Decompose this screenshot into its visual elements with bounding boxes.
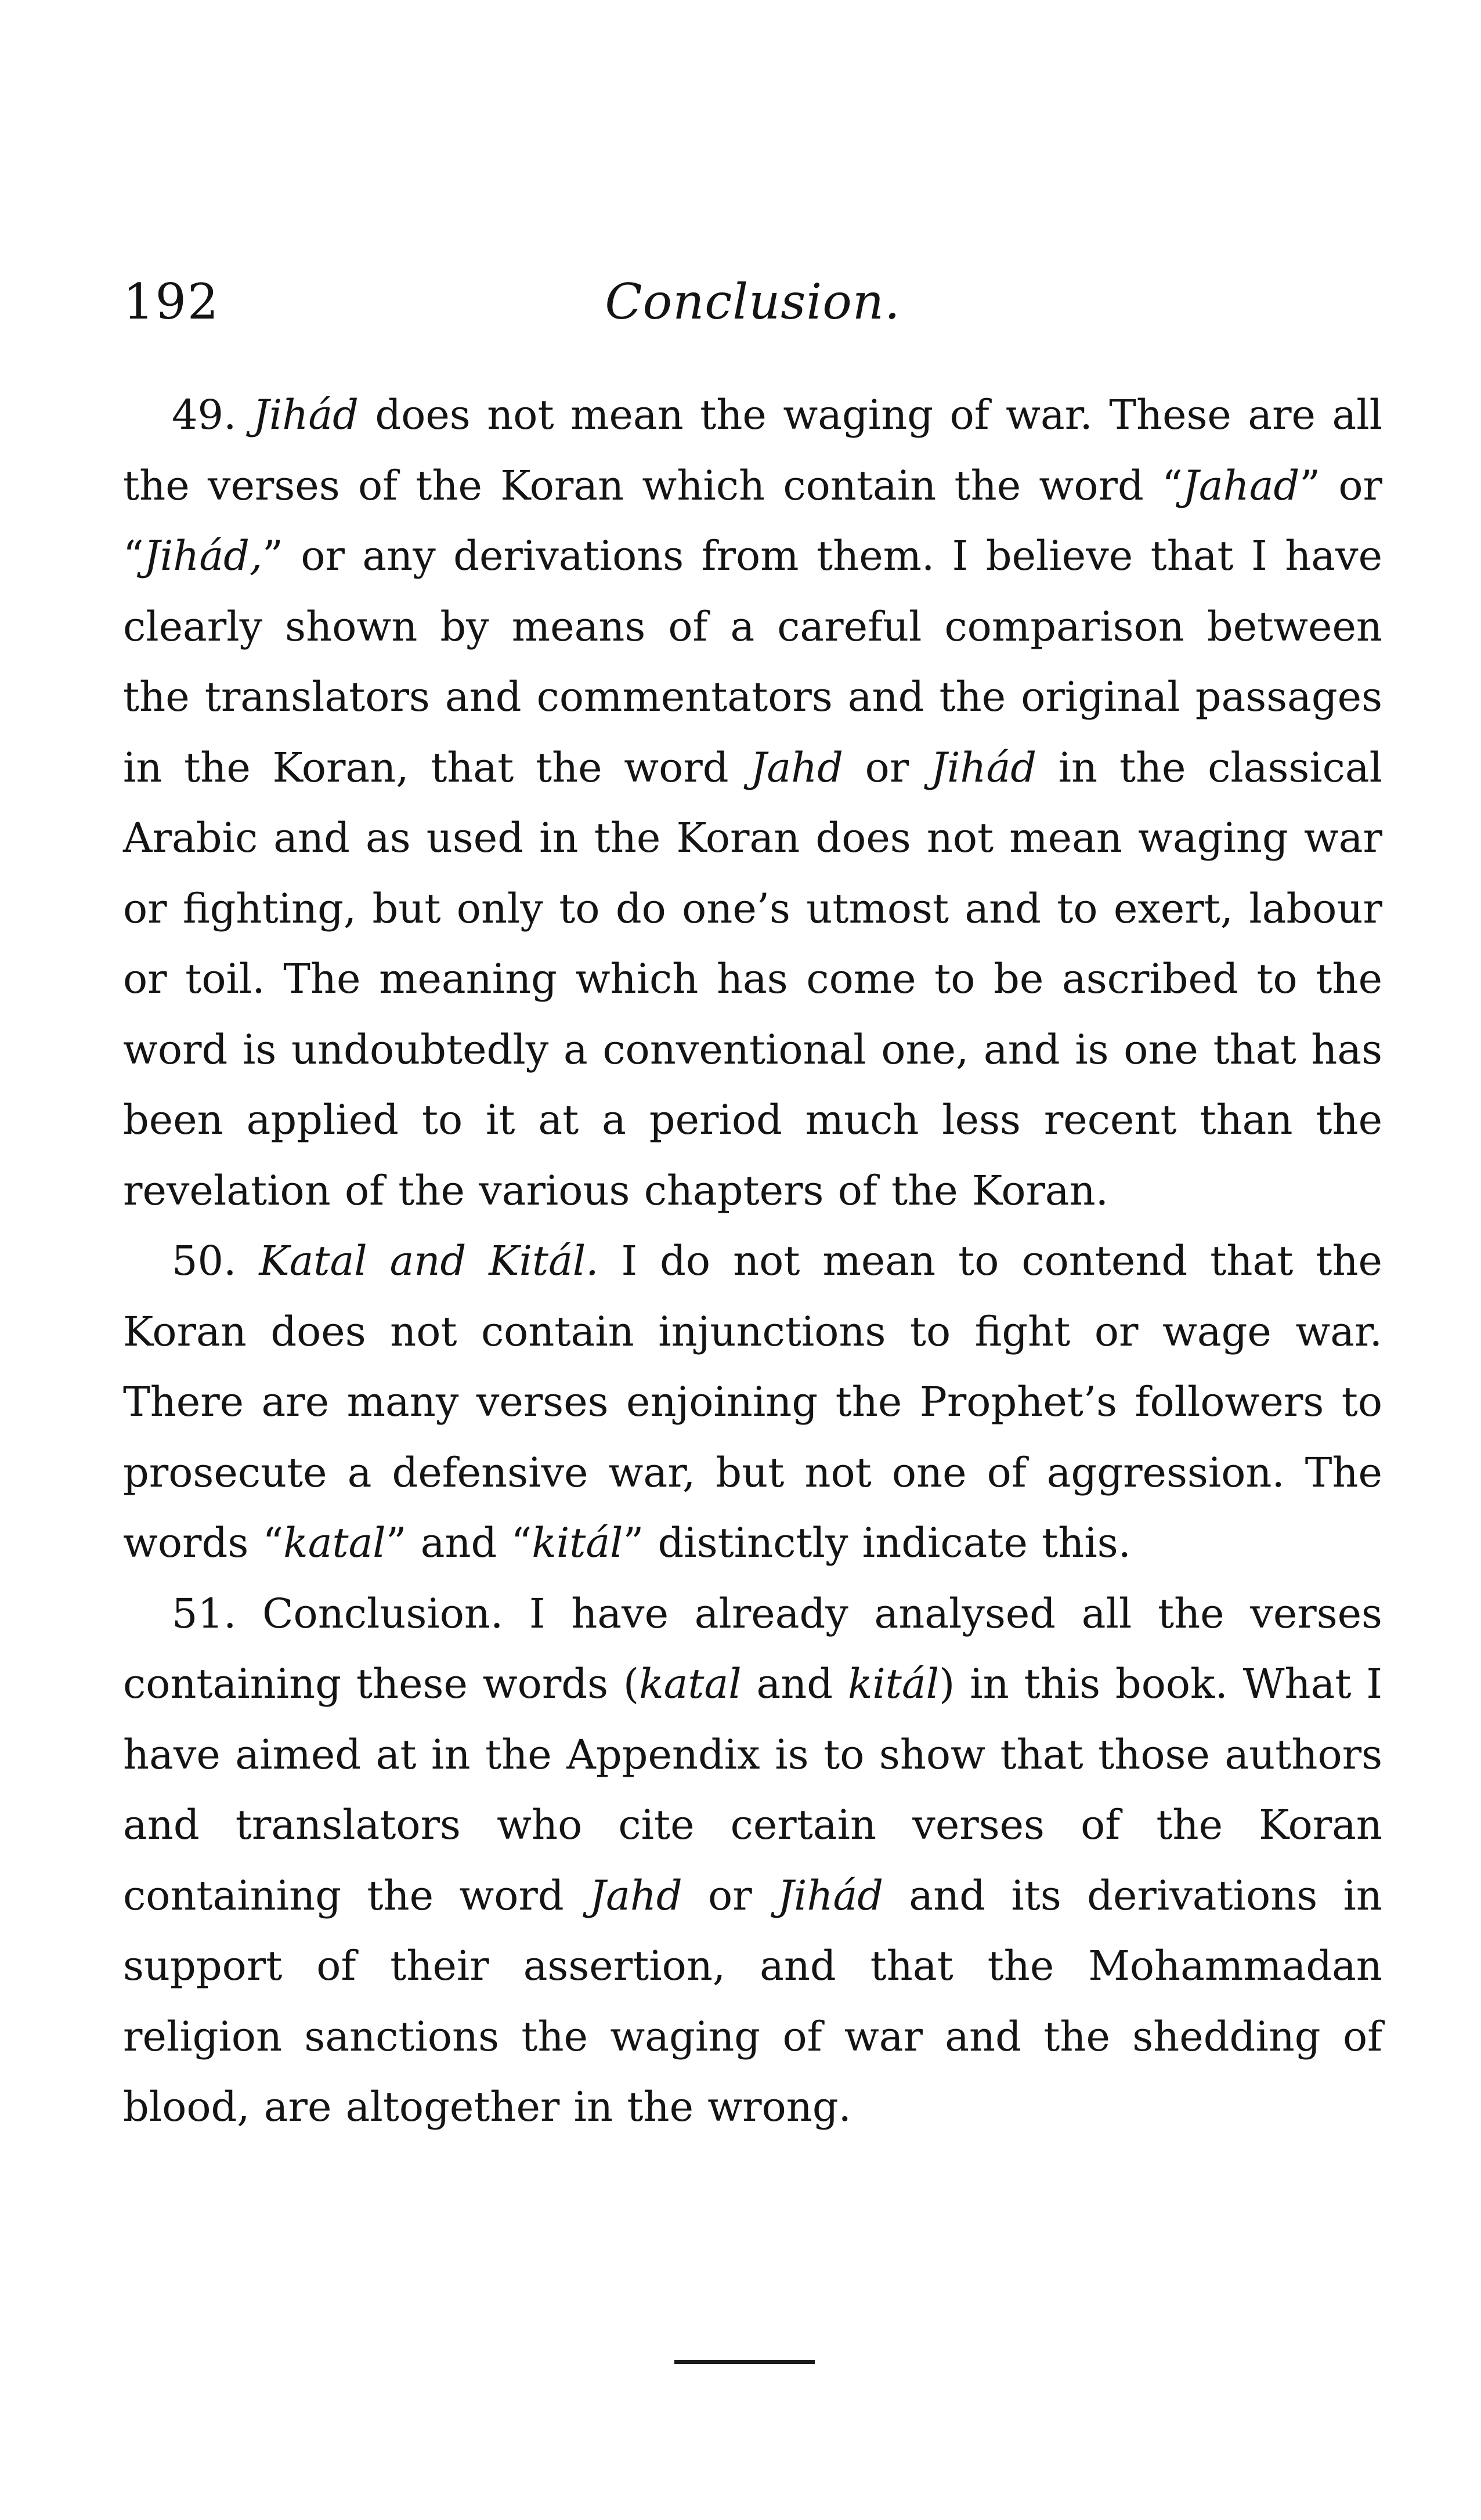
running-title: Conclusion. [605, 273, 901, 330]
italic-term: katal [283, 1519, 386, 1567]
section-number: 51. [172, 1589, 237, 1637]
page-number: 192 [123, 273, 220, 330]
italic-term: Jahd [750, 743, 843, 791]
text-run: ” or any derivations from them. I believe that I have clearly shown by means of a careful comparison between the translators and commentators and the original passages in the Koran, that the word [123, 532, 1382, 791]
section-heading: Katal and Kitál. [259, 1237, 599, 1285]
text-run: and [741, 1660, 848, 1708]
italic-term: kitál [532, 1519, 623, 1567]
italic-term: Jahd [590, 1871, 682, 1919]
text-run: I have already analysed all the verses containing these words ( [123, 1589, 1382, 1708]
text-run: ” or “ [123, 461, 1382, 580]
paragraph-51 [123, 1579, 1382, 2143]
text-run: ” and “ [385, 1519, 532, 1567]
text-run: and its derivations in support of their assertion, and that the Mohammadan religion sanctions the waging of war and the shedding of blood, are altogether in the wrong. [123, 1871, 1382, 2131]
italic-term: Jihád, [143, 532, 263, 580]
paragraph-text [123, 391, 1382, 1214]
text-run: does not mean the waging of war. These are all the verses of the Koran which contain the word “ [123, 391, 1382, 509]
end-rule [674, 2360, 815, 2364]
section-number: 50. [172, 1237, 237, 1285]
section-heading: Jihád [252, 391, 359, 439]
italic-term: kitál [847, 1660, 940, 1708]
paragraph-49 [123, 380, 1382, 1226]
text-run: ” distinctly indicate this. [623, 1519, 1131, 1567]
italic-term: katal [639, 1660, 742, 1708]
section-heading: Conclusion. [262, 1589, 504, 1637]
text-run: or [843, 743, 931, 791]
section-number: 49. [172, 391, 237, 439]
paragraph-50 [123, 1226, 1382, 1579]
text-run: I do not mean to contend that the Koran does not contain injunctions to fight or wage war. There are many verses enjoining the Prophet’s followers to prosecute a defensive war, but not one of aggression. The words “ [123, 1237, 1382, 1567]
italic-term: Jihád [930, 743, 1036, 791]
paragraph-text [123, 1590, 1382, 2131]
body-text [123, 380, 1382, 2143]
text-run: or [682, 1871, 778, 1919]
italic-term: Jahad [1182, 461, 1300, 509]
text-run: ) in this book. What I have aimed at in the Appendix is to show that those authors and translators who cite certain verses of the Koran containing the word [123, 1660, 1382, 1919]
running-head [123, 270, 1382, 334]
italic-term: Jihád [778, 1871, 884, 1919]
paragraph-text [123, 1237, 1382, 1567]
text-run: in the classical Arabic and as used in the Koran does not mean waging war or fighting, but only to do one’s utmost and to exert, labour or toil. The meaning which has come to be ascribed to the word is undoubtedly a conventional one, and is one that has been applied to it at a period much less recent than the revelation of the various chapters of the Koran. [123, 743, 1383, 1214]
